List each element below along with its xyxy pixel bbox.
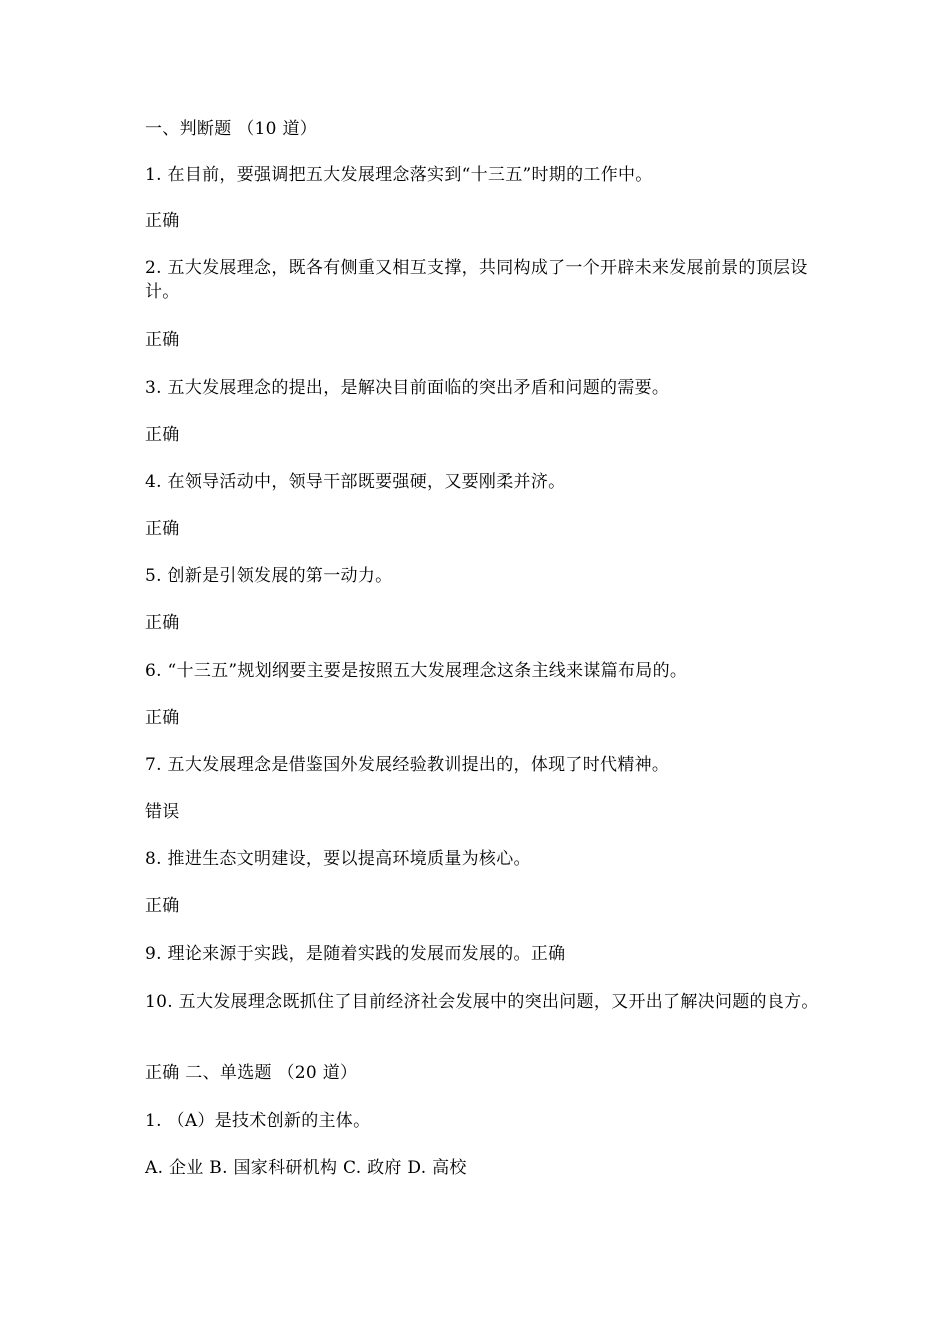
question-text: 9. 理论来源于实践，是随着实践的发展而发展的。正确 xyxy=(145,944,566,964)
question-text: 2. 五大发展理念，既各有侧重又相互支撑，共同构成了一个开辟未来发展前景的顶层设计。 xyxy=(145,258,808,302)
answer-text: 正确 xyxy=(145,425,180,445)
question-text: 7. 五大发展理念是借鉴国外发展经验教训提出的，体现了时代精神。 xyxy=(145,755,670,775)
answer-text: 正确 xyxy=(145,613,180,633)
answer-text: 正确 xyxy=(145,708,180,728)
question-text: 4. 在领导活动中，领导干部既要强硬，又要刚柔并济。 xyxy=(145,472,566,492)
section-heading-true-false: 一、判断题 （10 道） xyxy=(145,119,318,139)
question-text: 5. 创新是引领发展的第一动力。 xyxy=(145,566,393,586)
question-text: 1. （A）是技术创新的主体。 xyxy=(145,1111,371,1131)
options-text: A. 企业 B. 国家科研机构 C. 政府 D. 高校 xyxy=(145,1158,467,1178)
answer-text: 正确 xyxy=(145,330,180,350)
question-text: 6. “十三五”规划纲要主要是按照五大发展理念这条主线来谋篇布局的。 xyxy=(145,661,688,681)
question-text: 8. 推进生态文明建设，要以提高环境质量为核心。 xyxy=(145,849,531,869)
question-text: 1. 在目前，要强调把五大发展理念落实到“十三五”时期的工作中。 xyxy=(145,165,653,185)
answer-text: 正确 xyxy=(145,519,180,539)
question-text: 3. 五大发展理念的提出，是解决目前面临的突出矛盾和问题的需要。 xyxy=(145,378,670,398)
answer-text: 正确 xyxy=(145,211,180,231)
answer-text: 错误 xyxy=(145,802,180,822)
section-heading-single-choice: 正确 二、单选题 （20 道） xyxy=(145,1063,358,1083)
answer-text: 正确 xyxy=(145,896,180,916)
question-text: 10. 五大发展理念既抓住了目前经济社会发展中的突出问题，又开出了解决问题的良方。 xyxy=(145,992,819,1012)
